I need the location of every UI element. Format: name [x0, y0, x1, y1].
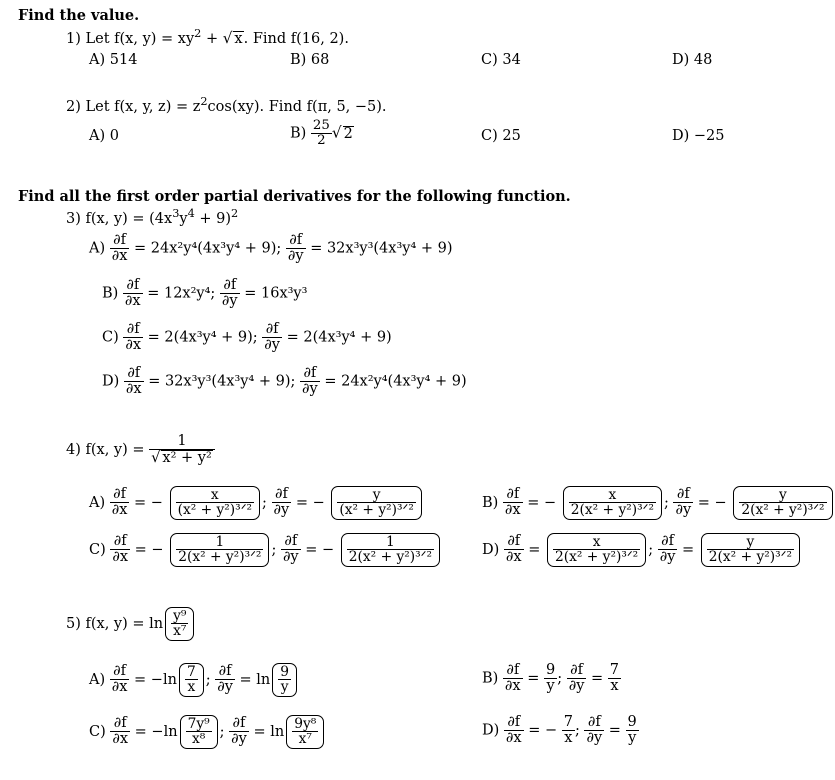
q4-b-fx-sign: = − [527, 494, 557, 511]
q5-b-fx-pre: = [527, 670, 540, 687]
q4-d-dy: ∂y [659, 549, 676, 566]
q5-b-df2: ∂f [567, 663, 587, 679]
q3-c-dfdx [123, 322, 143, 353]
question-1-stem [66, 26, 349, 47]
q5-c-fx-bracket [180, 715, 218, 749]
q1-option-a: A) 514 [89, 52, 138, 68]
q4-a-fy-frac [337, 488, 415, 518]
q4-c-dx: ∂x [112, 549, 129, 566]
q4-b-fy-frac [739, 488, 826, 518]
q5-a-dfdx [110, 664, 130, 695]
q5-c-fx-den: x⁸ [191, 731, 206, 748]
q4-a-fx-num: x [176, 488, 254, 503]
q4-a-fy-den: (x² + y²)³ᐟ² [339, 502, 414, 519]
q1-exponent: 2 [194, 26, 202, 40]
q4-b-sep: ; [663, 494, 669, 511]
q5-arg-bracket [165, 607, 194, 641]
q1-option-b: B) 68 [290, 52, 330, 68]
q2-option-a: A) 0 [89, 128, 119, 144]
q4-d-df2: ∂f [658, 534, 678, 550]
q5-a-fx-frac [185, 665, 198, 695]
q2-b-numerator: 25 [312, 118, 330, 133]
q5-d-fx-pre: = − [528, 722, 558, 739]
q4-option-b [482, 486, 835, 520]
q4-c-fx-den: 2(x² + y²)³ᐟ² [178, 549, 262, 566]
q4-a-fx-frac [176, 488, 254, 518]
q3-c-fx: = 2(4x³y⁴ + 9); [147, 329, 258, 346]
q3-a-dx: ∂x [111, 248, 128, 265]
q2-text-a: Let f(x, y, z) = z [85, 99, 201, 115]
q4-d-df: ∂f [504, 534, 524, 550]
q3-b-df: ∂f [123, 278, 143, 294]
q2-exponent: 2 [200, 94, 208, 108]
q5-c-fx-pre: = −ln [134, 723, 178, 740]
q4-b-fy-den: 2(x² + y²)³ᐟ² [741, 502, 825, 519]
q3-a-label: A) [89, 240, 106, 257]
q4-b-fy-num: y [739, 488, 826, 503]
q5-d-dfdx [504, 715, 524, 746]
q4-a-dx: ∂x [111, 502, 128, 519]
q4-root-sign: √ [151, 450, 161, 467]
q4-c-fy-den: 2(x² + y²)³ᐟ² [348, 549, 433, 566]
q4-b-fx-den: 2(x² + y²)³ᐟ² [570, 502, 654, 519]
q2-text-b: cos(xy). Find f(π, 5, −5). [207, 99, 387, 115]
q5-a-fy-den: y [280, 679, 289, 696]
q5-c-fy-frac [292, 717, 318, 747]
q2-b-root-arg: 2 [343, 125, 353, 142]
q5-b-fy-num: 7 [609, 662, 620, 678]
q5-b-fx-num: 9 [545, 662, 556, 678]
q4-c-fx-num: 1 [176, 535, 263, 550]
q5-a-fy-pre: = ln [239, 671, 271, 688]
q5-number: 5) [66, 615, 81, 632]
q5-a-sep: ; [205, 671, 211, 688]
q5-b-df: ∂f [503, 663, 523, 679]
q4-d-dx: ∂x [505, 549, 522, 566]
q5-d-fx-frac [562, 715, 575, 746]
q4-d-fx-frac [553, 535, 640, 565]
q3-b-dx: ∂x [124, 293, 141, 310]
q3-c-dy: ∂y [264, 337, 280, 354]
q2-b-root-sign: √ [331, 123, 342, 142]
q4-c-df: ∂f [110, 534, 130, 550]
q4-option-c [89, 533, 442, 567]
q3-exp-1: 3 [172, 206, 180, 220]
q5-text: f(x, y) = ln [85, 615, 164, 632]
q5-b-dx: ∂x [504, 678, 521, 695]
q5-arg-frac [171, 609, 188, 639]
q5-d-fy-num: 9 [627, 714, 637, 730]
q3-text-3: + 9) [194, 211, 232, 227]
q5-c-fy-num: 9y⁸ [294, 716, 317, 732]
q5-option-b [482, 663, 621, 694]
q1-root-arg: x [234, 31, 243, 47]
q4-c-fy-num: 1 [347, 535, 434, 550]
q5-a-fx-bracket [179, 663, 204, 697]
q2-option-b-label: B) [290, 125, 307, 142]
q5-a-dx: ∂x [111, 679, 128, 696]
q5-b-fx-frac [544, 663, 557, 694]
q5-c-dfdx [110, 716, 130, 747]
q4-number: 4) [66, 442, 81, 459]
q5-option-a [89, 663, 299, 697]
q4-d-fx-bracket [547, 533, 646, 567]
q4-fraction [149, 434, 215, 466]
q5-b-fy-frac [608, 663, 621, 694]
q4-c-fx-sign: = − [134, 541, 164, 558]
q3-d-df2: ∂f [300, 366, 320, 382]
q1-text-b: + [201, 31, 223, 47]
q3-d-fx: = 32x³y³(4x³y⁴ + 9); [148, 373, 296, 390]
q3-b-dfdx [123, 278, 143, 309]
q1-option-d: D) 48 [672, 52, 713, 68]
q5-c-fy-pre: = ln [253, 723, 285, 740]
q4-a-fx-bracket [170, 486, 260, 520]
q4-option-d [482, 533, 802, 567]
q3-a-df: ∂f [110, 233, 130, 249]
q3-number: 3) [66, 211, 81, 227]
q3-a-dfdx [110, 233, 130, 264]
q4-d-fx-den: 2(x² + y²)³ᐟ² [554, 549, 639, 566]
q4-a-dy: ∂y [273, 502, 290, 519]
q4-numerator: 1 [149, 434, 215, 450]
q5-d-df2: ∂f [584, 715, 604, 731]
q4-d-sep: ; [648, 541, 654, 558]
q3-b-fx: = 12x²y⁴; [147, 285, 216, 302]
q4-b-label: B) [482, 494, 499, 511]
q5-d-label: D) [482, 722, 500, 739]
q5-a-fx-pre: = −ln [134, 671, 177, 688]
q5-c-dx: ∂x [112, 731, 129, 748]
q5-c-fy-bracket [286, 715, 324, 749]
q2-number: 2) [66, 99, 81, 115]
q3-option-b [102, 278, 307, 309]
q4-c-fx-bracket [170, 533, 269, 567]
q5-option-d [482, 715, 639, 746]
q5-d-dx: ∂x [505, 730, 522, 747]
q5-c-dfdy [229, 716, 249, 747]
q3-option-d [102, 366, 467, 397]
q5-c-df: ∂f [110, 716, 130, 732]
q4-d-fy-frac [707, 535, 794, 565]
q5-a-fy-num: 9 [280, 664, 290, 680]
q5-a-label: A) [89, 671, 106, 688]
q5-a-df2: ∂f [215, 664, 235, 680]
q3-a-dfdy [286, 233, 306, 264]
q4-b-df2: ∂f [673, 487, 693, 503]
q4-c-fx-frac [176, 535, 263, 565]
q4-a-dfdy [272, 487, 292, 518]
q4-a-df: ∂f [110, 487, 130, 503]
q4-root-arg: x² + y² [162, 450, 212, 467]
question-5-stem [66, 607, 196, 641]
q4-c-sep: ; [271, 541, 277, 558]
q4-denominator [149, 450, 215, 466]
q3-b-dfdy [220, 278, 240, 309]
q5-d-dy: ∂y [586, 730, 603, 747]
q5-a-dy: ∂y [217, 679, 233, 696]
q5-arg-den: x⁷ [173, 623, 187, 640]
q5-d-dfdy [584, 715, 604, 746]
q3-d-fy: = 24x²y⁴(4x³y⁴ + 9) [324, 373, 467, 390]
q4-c-dy: ∂y [282, 549, 299, 566]
q3-exp-3: 2 [231, 206, 239, 220]
q1-option-c: C) 34 [481, 52, 521, 68]
q5-a-fy-bracket [272, 663, 297, 697]
q4-b-fy-bracket [733, 486, 832, 520]
q3-d-dx: ∂x [125, 381, 142, 398]
q5-b-fy-den: x [610, 678, 619, 695]
q4-b-fx-frac [569, 488, 656, 518]
q1-root-sign: √ [222, 29, 233, 47]
q5-a-df: ∂f [110, 664, 130, 680]
q3-a-fy: = 32x³y³(4x³y⁴ + 9) [310, 240, 453, 257]
q4-b-fx-num: x [569, 488, 656, 503]
q4-a-fy-bracket [331, 486, 421, 520]
q3-d-df: ∂f [124, 366, 144, 382]
q4-b-dfdy [673, 487, 693, 518]
q4-d-fx-sign: = [528, 541, 541, 558]
q5-b-fy-pre: = [591, 670, 604, 687]
q5-d-sep: ; [574, 722, 580, 739]
q4-c-fy-bracket [341, 533, 440, 567]
q3-b-fy: = 16x³y³ [244, 285, 308, 302]
q4-text: f(x, y) = [85, 442, 145, 459]
q4-a-fx-den: (x² + y²)³ᐟ² [177, 502, 253, 519]
q5-a-dfdy [215, 664, 235, 695]
q4-a-label: A) [89, 494, 106, 511]
q5-a-fx-den: x [187, 679, 196, 696]
q3-d-label: D) [102, 373, 120, 390]
q4-c-dfdy [281, 534, 301, 565]
q4-a-dfdx [110, 487, 130, 518]
question-2-stem [66, 94, 387, 115]
q3-c-dx: ∂x [125, 337, 142, 354]
q1-text-c: . Find f(16, 2). [243, 31, 349, 47]
q4-a-fy-num: y [337, 488, 415, 503]
q3-a-fx: = 24x²y⁴(4x³y⁴ + 9); [134, 240, 282, 257]
q3-exp-2: 4 [187, 206, 195, 220]
q5-b-dfdy [567, 663, 587, 694]
q4-b-fy-sign: = − [697, 494, 727, 511]
question-4-stem [66, 434, 215, 466]
q2-option-b-fraction [311, 119, 332, 148]
q3-c-label: C) [102, 329, 119, 346]
q4-d-fy-bracket [701, 533, 800, 567]
q4-c-dfdx [110, 534, 130, 565]
q3-c-fy: = 2(4x³y⁴ + 9) [286, 329, 392, 346]
q4-b-df: ∂f [503, 487, 523, 503]
q5-a-fy-frac [278, 665, 291, 695]
q4-a-sep: ; [262, 494, 267, 511]
q4-c-fy-frac [347, 535, 434, 565]
q5-b-fx-den: y [546, 678, 555, 695]
section-heading-1: Find the value. [18, 7, 140, 24]
q3-option-a [89, 233, 453, 264]
q3-a-dy: ∂y [287, 248, 304, 265]
q5-c-dy: ∂y [231, 731, 247, 748]
q3-b-dy: ∂y [221, 293, 238, 310]
q3-c-df2: ∂f [262, 322, 282, 338]
q3-c-dfdy [262, 322, 282, 353]
q3-d-dy: ∂y [302, 381, 318, 398]
q3-text: f(x, y) = (4x [85, 211, 173, 227]
q1-number: 1) [66, 31, 81, 47]
q4-d-fy-num: y [707, 535, 794, 550]
section-heading-2: Find all the first order partial derivatives for the following function. [18, 188, 571, 205]
q5-d-fy-pre: = [608, 722, 621, 739]
q4-b-dx: ∂x [504, 502, 521, 519]
q3-b-label: B) [102, 285, 119, 302]
q5-d-fy-frac [626, 715, 639, 746]
q4-d-dfdx [504, 534, 524, 565]
q5-b-dfdx [503, 663, 523, 694]
q5-b-dy: ∂y [568, 678, 585, 695]
q5-a-fx-num: 7 [186, 664, 196, 680]
q5-c-sep: ; [219, 723, 225, 740]
q3-b-df2: ∂f [220, 278, 240, 294]
q4-b-dy: ∂y [675, 502, 692, 519]
q4-option-a [89, 486, 424, 520]
q5-arg-num: y⁹ [173, 608, 187, 624]
q5-option-c [89, 715, 326, 749]
q4-d-dfdy [658, 534, 678, 565]
q4-d-fy-den: 2(x² + y²)³ᐟ² [708, 549, 793, 566]
q2-option-b [290, 119, 354, 148]
q5-c-fx-num: 7y⁹ [187, 716, 210, 732]
q5-c-fx-frac [186, 717, 212, 747]
q4-d-fx-num: x [553, 535, 640, 550]
q3-d-dfdy [300, 366, 320, 397]
question-3-stem [66, 206, 239, 227]
q4-b-fx-bracket [563, 486, 662, 520]
q4-c-fy-sign: = − [305, 541, 335, 558]
q2-b-denominator: 2 [317, 133, 326, 148]
q5-d-fy-den: y [628, 730, 637, 747]
q5-d-df: ∂f [504, 715, 524, 731]
q3-d-dfdx [124, 366, 144, 397]
q4-a-fx-sign: = − [134, 494, 163, 511]
q4-a-df2: ∂f [272, 487, 292, 503]
q5-c-label: C) [89, 723, 106, 740]
q1-text-a: Let f(x, y) = xy [85, 31, 195, 47]
q5-b-sep: ; [557, 670, 563, 687]
q5-d-fx-den: x [564, 730, 573, 747]
q4-a-fy-sign: = − [295, 494, 325, 511]
q4-d-label: D) [482, 541, 500, 558]
q5-c-df2: ∂f [229, 716, 249, 732]
q4-d-fy-sign: = [682, 541, 695, 558]
q3-text-2: y [179, 211, 188, 227]
q5-b-label: B) [482, 670, 499, 687]
q5-c-fy-den: x⁷ [298, 731, 312, 748]
q2-option-c: C) 25 [481, 128, 521, 144]
q2-option-d: D) −25 [672, 128, 725, 144]
q3-option-c [102, 322, 392, 353]
q4-b-dfdx [503, 487, 523, 518]
q4-c-df2: ∂f [281, 534, 301, 550]
q5-d-fx-num: 7 [563, 714, 573, 730]
q3-c-df: ∂f [123, 322, 143, 338]
q4-c-label: C) [89, 541, 106, 558]
q3-a-df2: ∂f [286, 233, 306, 249]
